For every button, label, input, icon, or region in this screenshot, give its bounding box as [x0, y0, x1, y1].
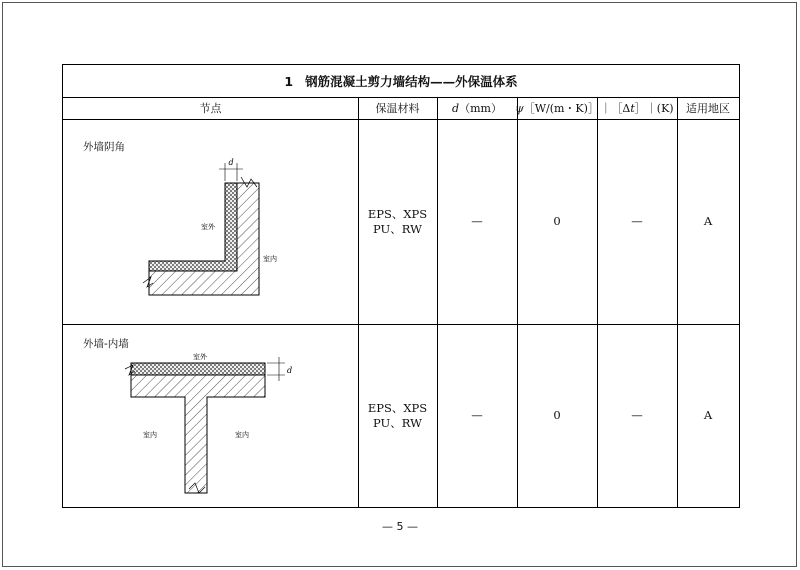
- row-1-node-label: 外墙阴角: [83, 141, 125, 153]
- row-2-outside-label: 室外: [193, 353, 207, 361]
- row-2-material-line1: EPS、XPS: [367, 400, 428, 415]
- page-number: — 5 —: [382, 520, 418, 533]
- row-2-node-label: 外墙-内墙: [83, 338, 129, 350]
- header-node: 节点: [199, 102, 222, 115]
- row-2-thickness: —: [471, 408, 483, 422]
- row-2-material-line2: PU、RW: [373, 415, 422, 430]
- header-delta-t: [597, 97, 677, 119]
- row-1-corner-drawing: [141, 157, 277, 307]
- header-psi-symbol: ψ: [515, 101, 524, 115]
- header-delta-t-open: ｜［Δ: [600, 102, 631, 115]
- row-1-material: [358, 119, 437, 324]
- row-2-psi: 0: [553, 408, 561, 422]
- row-2-region: A: [703, 408, 713, 422]
- row-1-dim-label: d: [228, 158, 234, 167]
- row-2-t-junction-drawing: [123, 349, 303, 499]
- row-1-region: A: [703, 214, 713, 228]
- header-thickness: [437, 97, 517, 119]
- row-2-material: [358, 324, 437, 507]
- header-psi-unit: ［W/(m・K)］: [523, 102, 599, 115]
- row-1-delta-t: —: [631, 214, 643, 228]
- table-title: [63, 65, 739, 98]
- row-2-delta-t: —: [631, 408, 643, 422]
- header-delta-t-close: ］｜(K): [634, 102, 674, 115]
- header-region: 适用地区: [686, 102, 730, 115]
- row-2-inside-left-label: 室内: [143, 431, 157, 439]
- row-1-material-line1: EPS、XPS: [367, 206, 428, 221]
- row-1-outside-label: 室外: [201, 223, 215, 231]
- header-thickness-unit: （mm）: [459, 102, 502, 115]
- row-1-inside-label: 室内: [263, 255, 277, 263]
- row-2-dim-label: d: [287, 366, 293, 375]
- header-thickness-symbol: d: [452, 101, 460, 115]
- header-delta-t-symbol: t: [630, 101, 635, 115]
- header-row: [63, 97, 739, 120]
- row-2-inside-right-label: 室内: [235, 431, 249, 439]
- thermal-bridge-table: [62, 64, 740, 508]
- row-1-material-line2: PU、RW: [373, 221, 422, 236]
- table-title-text: 钢筋混凝土剪力墙结构——外保温体系: [305, 74, 518, 89]
- row-1-psi: 0: [553, 214, 561, 228]
- row-1-thickness: —: [471, 214, 483, 228]
- table-title-number: 1: [284, 73, 294, 89]
- header-material: 保温材料: [375, 102, 420, 115]
- header-psi: [517, 97, 597, 119]
